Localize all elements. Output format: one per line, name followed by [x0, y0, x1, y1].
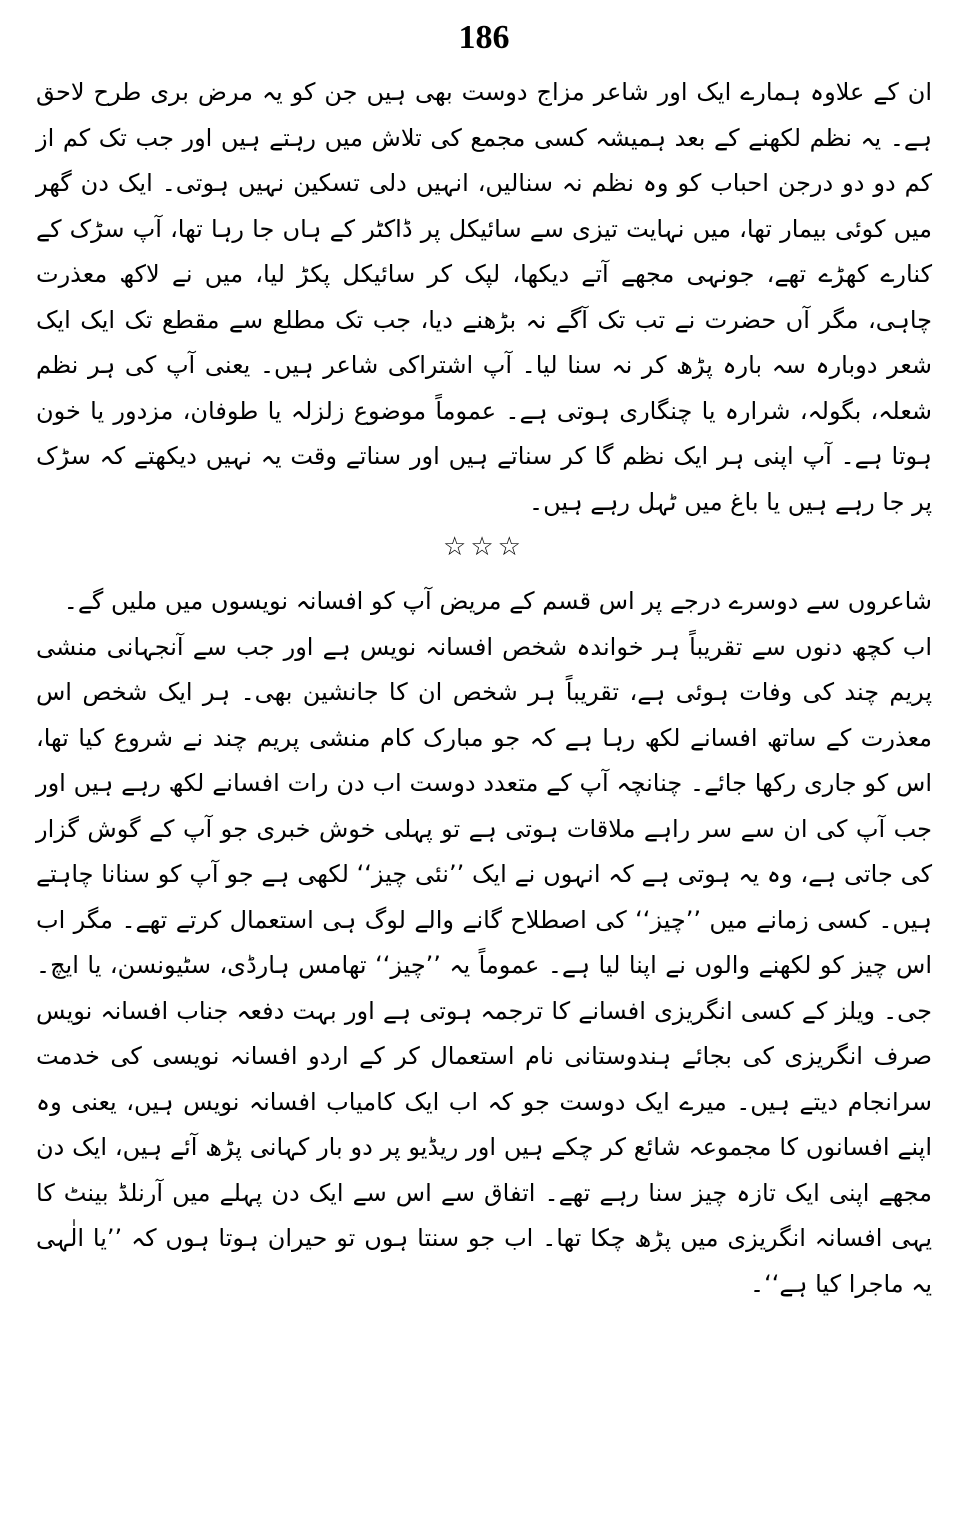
page-number: 186 — [458, 19, 510, 56]
paragraph-story-writers: اب کچھ دنوں سے تقریباً ہر خواندہ شخص افسانہ نویس ہے اور جب سے آنجہانی منشی پریم چند کی وفات ہوئی ہے، تقریباً ہر شخص ان کا جانشین بھی۔ ہر ایک شخص اس معذرت کے ساتھ افسانے لکھ رہا ہے کہ جو مبارک کام منشی پریم چند نے شروع کیا تھا، اس کو جاری رکھا جائے۔ چنانچہ آپ کے متعدد دوست اب دن رات افسانے لکھ رہے ہیں اور جب آپ کی ان سے سر راہے ملاقات ہوتی ہے تو پہلی خوش خبری جو آپ کے گوش گزار کی جاتی ہے، وہ یہ ہوتی ہے کہ انہوں نے ایک ’’نئی چیز‘‘ لکھی ہے جو آپ کو سنانا چاہتے ہیں۔ کسی زمانے میں ’’چیز‘‘ کی اصطلاح گانے والے لوگ ہی استعمال کرتے تھے۔ مگر اب اس چیز کو لکھنے والوں نے اپنا لیا ہے۔ عموماً یہ ’’چیز‘‘ تھامس ہارڈی، سٹیونسن، یا ایچ۔ جی۔ ویلز کے کسی انگریزی افسانے کا ترجمہ ہوتی ہے اور بہت دفعہ جناب افسانہ نویس صرف انگریزی کی بجائے ہندوستانی نام استعمال کر کے اردو افسانہ نویسی کی خدمت سرانجام دیتے ہیں۔ میرے ایک دوست جو کہ اب ایک کامیاب افسانہ نویس ہیں، یعنی وہ اپنے افسانوں کا مجموعہ شائع کر چکے ہیں اور ریڈیو پر دو بار کہانی پڑھ آئے ہیں، ایک دن مجھے اپنی ایک تازہ چیز سنا رہے تھے۔ اتفاق سے اس سے ایک دن پہلے میں آرنلڈ بینٹ کا یہی افسانہ انگریزی میں پڑھ چکا تھا۔ اب جو سنتا ہوں تو حیران ہوتا ہوں کہ ’’یا الٰہی یہ ماجرا کیا ہے‘‘۔ — [36, 632, 932, 1298]
paragraph-story-writers-intro: شاعروں سے دوسرے درجے پر اس قسم کے مریض آپ کو افسانہ نویسوں میں ملیں گے۔ — [63, 587, 932, 615]
section-divider-stars: ☆☆☆ — [443, 532, 525, 562]
paragraph-poet-friend: ان کے علاوہ ہمارے ایک اور شاعر مزاج دوست بھی ہیں جن کو یہ مرض بری طرح لاحق ہے۔ یہ نظم لکھنے کے بعد ہمیشہ کسی مجمع کی تلاش میں رہتے ہیں اور جب تک کم از کم دو دو درجن احباب کو وہ نظم نہ سنالیں، انہیں دلی تسکین نہیں ہوتی۔ ایک دن گھر میں کوئی بیمار تھا، میں نہایت تیزی سے سائیکل پر ڈاکٹر کے ہاں جا رہا تھا، آپ سڑک کے کنارے کھڑے تھے، جونہی مجھے آتے دیکھا، لپک کر سائیکل پکڑ لیا، میں نے لاکھ معذرت چاہی، مگر آں حضرت نے تب تک آگے نہ بڑھنے دیا، جب تک مطلع سے مقطع تک ایک ایک شعر دوبارہ سہ بارہ پڑھ کر نہ سنا لیا۔ آپ اشتراکی شاعر ہیں۔ یعنی آپ کی ہر نظم شعلہ، بگولہ، شرارہ یا چنگاری ہوتی ہے۔ عموماً موضوع زلزلہ یا طوفان، مزدور یا خون ہوتا ہے۔ آپ اپنی ہر ایک نظم گا کر سناتے ہیں اور سناتے وقت یہ نہیں دیکھتے کہ سڑک پر جا رہے ہیں یا باغ میں ٹہل رہے ہیں۔ — [36, 78, 932, 516]
